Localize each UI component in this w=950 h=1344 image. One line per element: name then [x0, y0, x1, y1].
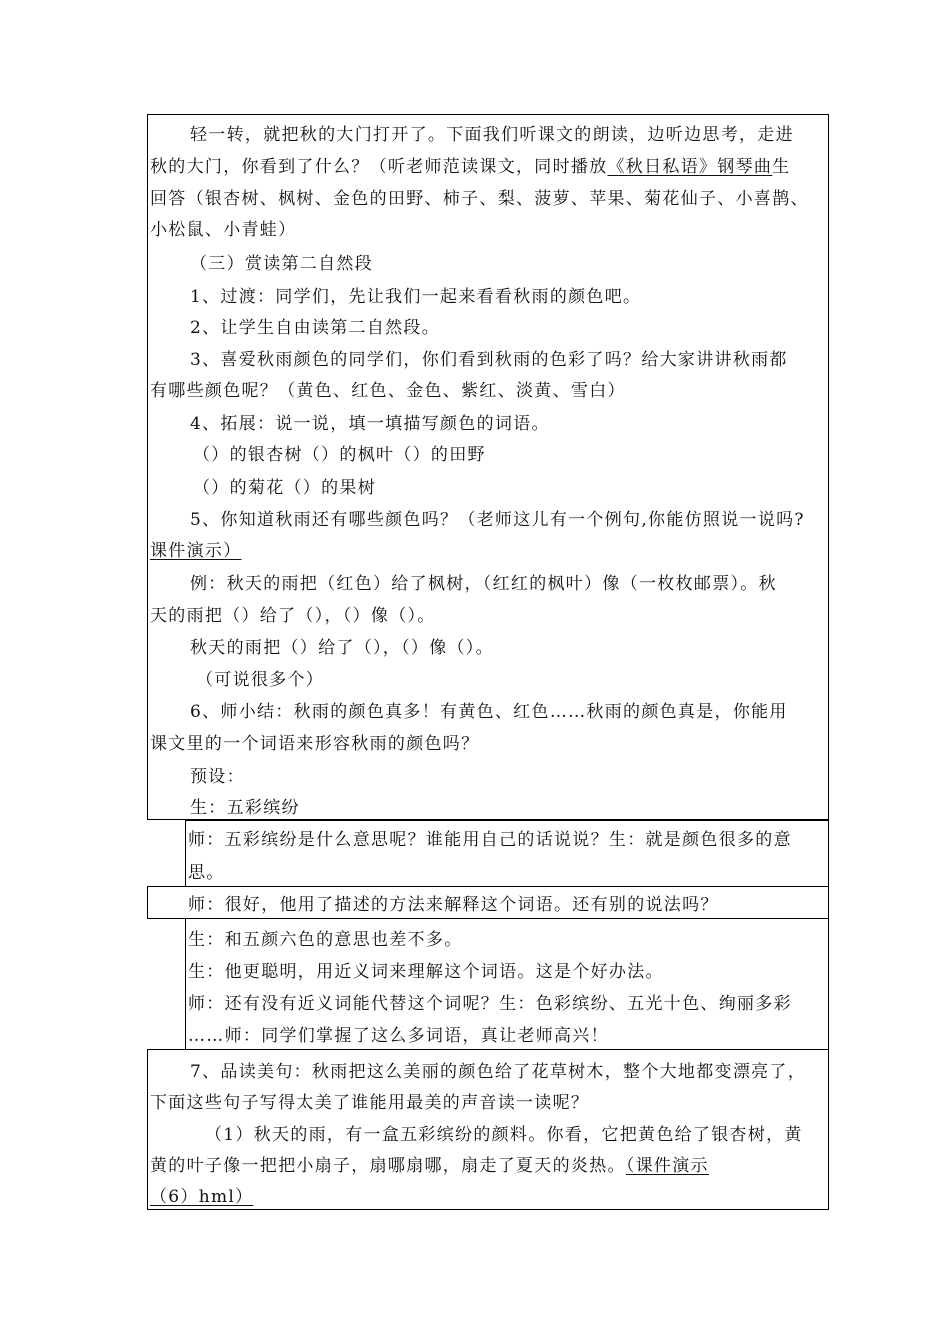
- text-line: （）的菊花（）的果树: [193, 478, 376, 498]
- text-line: 1、过渡：同学们，先让我们一起来看看秋雨的颜色吧。: [190, 287, 642, 307]
- text-line: 回答（银杏树、枫树、金色的田野、柿子、梨、菠萝、苹果、菊花仙子、小喜鹊、: [150, 189, 809, 209]
- music-link[interactable]: 《秋日私语》钢琴曲: [607, 157, 773, 177]
- section-heading: （三）赏读第二自然段: [190, 254, 373, 274]
- text-line: 例：秋天的雨把（红色）给了枫树，（红红的枫叶）像（一枚枚邮票）。秋: [190, 574, 777, 594]
- text-line: 预设：: [190, 767, 245, 787]
- text-line: 7、品读美句：秋雨把这么美丽的颜色给了花草树木，整个大地都变漂亮了，: [190, 1062, 807, 1082]
- text-line: 生：他更聪明，用近义词来理解这个词语。这是个好办法。: [188, 962, 664, 982]
- text-line: （可说很多个）: [196, 670, 325, 690]
- text-line: 小松鼠、小青蛙）: [150, 220, 297, 240]
- text-line: 2、让学生自由读第二自然段。: [190, 318, 441, 338]
- text-line: 师：很好，他用了描述的方法来解释这个词语。还有别的说法吗？: [188, 895, 719, 915]
- text-line: 生：和五颜六色的意思也差不多。: [188, 930, 463, 950]
- text-line: 思。: [188, 863, 225, 883]
- text-line: 师：五彩缤纷是什么意思呢？谁能用自己的话说说？生：就是颜色很多的意: [188, 830, 792, 850]
- text-line: 师：还有没有近义词能代替这个词呢？生：色彩缤纷、五光十色、绚丽多彩: [188, 994, 792, 1014]
- text-line: （）的银杏树（）的枫叶（）的田野: [193, 445, 486, 465]
- text-line: 轻一转，就把秋的大门打开了。下面我们听课文的朗读，边听边思考，走进: [190, 125, 794, 145]
- courseware-link[interactable]: （课件演示: [625, 1156, 709, 1176]
- text-line: 秋天的雨把（）给了（），（）像（）。: [190, 638, 494, 658]
- courseware-link-continued[interactable]: （6）hml）: [150, 1187, 254, 1207]
- text-line: 下面这些句子写得太美了谁能用最美的声音读一读呢？: [150, 1093, 590, 1113]
- text-line: 黄的叶子像一把把小扇子，扇哪扇哪，扇走了夏天的炎热。（课件演示: [150, 1156, 709, 1176]
- text-line: 3、喜爱秋雨颜色的同学们，你们看到秋雨的色彩了吗？给大家讲讲秋雨都: [190, 350, 788, 370]
- text-line: 生：五彩缤纷: [190, 798, 300, 818]
- text-line: ……师：同学们掌握了这么多词语，真让老师高兴！: [188, 1026, 609, 1046]
- text-line: 6、师小结：秋雨的颜色真多！有黄色、红色……秋雨的颜色真是，你能用: [190, 702, 788, 722]
- courseware-link[interactable]: 课件演示）: [150, 541, 242, 561]
- text-line: 有哪些颜色呢？（黄色、红色、金色、紫红、淡黄、雪白）: [150, 381, 626, 401]
- text-line: 课文里的一个词语来形容秋雨的颜色吗？: [150, 734, 480, 754]
- text-line: 天的雨把（）给了（），（）像（）。: [150, 606, 436, 626]
- text-line: 4、拓展：说一说，填一填描写颜色的词语。: [190, 414, 550, 434]
- text-line: 5、你知道秋雨还有哪些颜色吗？（老师这儿有一个例句,你能仿照说一说吗?: [190, 510, 805, 530]
- text-line: 秋的大门，你看到了什么？（听老师范读课文，同时播放《秋日私语》钢琴曲生: [150, 157, 791, 177]
- text-line: （1）秋天的雨，有一盒五彩缤纷的颜料。你看，它把黄色给了银杏树，黄: [205, 1125, 803, 1145]
